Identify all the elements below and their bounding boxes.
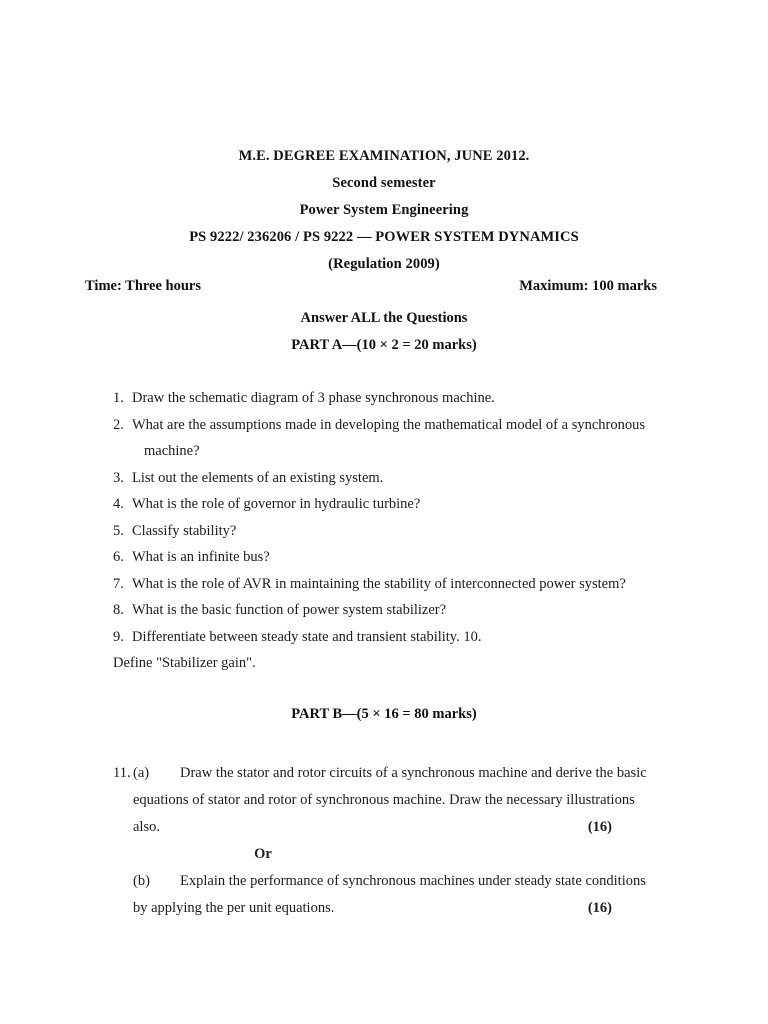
option-a-line3: also.	[133, 819, 160, 835]
question-10-text: Define "Stabilizer gain".	[113, 655, 256, 671]
option-b-line2-row	[113, 895, 658, 922]
option-b-first-row	[113, 868, 658, 895]
option-b-marks: (16)	[587, 900, 612, 916]
option-a-line3-row	[113, 814, 658, 841]
question-number: 9.	[113, 628, 124, 645]
question-item	[113, 465, 658, 492]
exam-regulation: (Regulation 2009)	[328, 256, 440, 272]
part-b-body	[113, 760, 658, 922]
part-b-heading: PART B—(5 × 16 = 80 marks)	[291, 706, 477, 722]
instruction-block	[0, 305, 768, 359]
part-b-question-11a	[113, 760, 658, 787]
exam-meta-row	[85, 278, 657, 295]
question-number: 2.	[113, 416, 124, 433]
question-item	[113, 624, 658, 651]
question-item	[113, 518, 658, 545]
question-number: 3.	[113, 469, 124, 486]
question-text	[132, 412, 658, 465]
part-a-heading: PART A—(10 × 2 = 20 marks)	[291, 337, 477, 353]
question-item	[113, 491, 658, 518]
part-b-question-number: 11.	[113, 765, 131, 781]
exam-header	[0, 143, 768, 278]
question-item	[113, 544, 658, 571]
question-text-line1: What are the assumptions made in developing the mathematical model of a synchronous	[132, 416, 645, 433]
option-b-label: (b)	[133, 873, 150, 889]
exam-duration: Time: Three hours	[85, 278, 202, 294]
question-number: 4.	[113, 496, 124, 512]
exam-maximum-marks: Maximum: 100 marks	[519, 278, 657, 294]
or-separator: Or	[254, 846, 272, 862]
exam-title: M.E. DEGREE EXAMINATION, JUNE 2012.	[238, 148, 530, 164]
question-text: What is the role of governor in hydraulic turbine?	[132, 496, 421, 512]
question-number: 6.	[113, 549, 124, 565]
question-number: 8.	[113, 602, 124, 618]
option-b-line1: Explain the performance of synchronous machines under steady state conditions	[180, 873, 646, 889]
question-item	[113, 385, 658, 412]
exam-branch: Power System Engineering	[299, 202, 469, 218]
question-item	[113, 412, 658, 465]
part-a-question-list	[113, 385, 658, 677]
question-text: Draw the schematic diagram of 3 phase synchronous machine.	[132, 390, 495, 406]
option-a-marks: (16)	[587, 819, 612, 835]
question-text: What is an infinite bus?	[132, 549, 270, 565]
option-a-label: (a)	[133, 765, 150, 781]
part-b-question-11b	[113, 868, 658, 922]
question-text: What is the role of AVR in maintaining the stability of interconnected power system?	[132, 575, 626, 592]
question-text: What is the basic function of power system stabilizer?	[132, 602, 447, 618]
option-a-line2: equations of stator and rotor of synchronous machine. Draw the necessary illustrations	[133, 792, 635, 808]
question-text: Classify stability?	[132, 522, 237, 539]
question-text: Differentiate between steady state and transient stability. 10.	[132, 628, 482, 645]
option-a-line1: Draw the stator and rotor circuits of a synchronous machine and derive the basic	[180, 765, 647, 781]
question-item	[113, 571, 658, 598]
question-text-line2: machine?	[144, 443, 200, 459]
exam-semester: Second semester	[332, 175, 436, 191]
question-number: 7.	[113, 575, 124, 592]
question-number: 1.	[113, 390, 124, 406]
question-number: 5.	[113, 522, 124, 539]
exam-subject-code: PS 9222/ 236206 / PS 9222 — POWER SYSTEM DYNAMICS	[189, 229, 579, 245]
question-item	[113, 597, 658, 624]
question-text: List out the elements of an existing system.	[132, 469, 384, 486]
answer-all-instruction: Answer ALL the Questions	[300, 310, 468, 326]
option-b-line2: by applying the per unit equations.	[133, 900, 335, 916]
